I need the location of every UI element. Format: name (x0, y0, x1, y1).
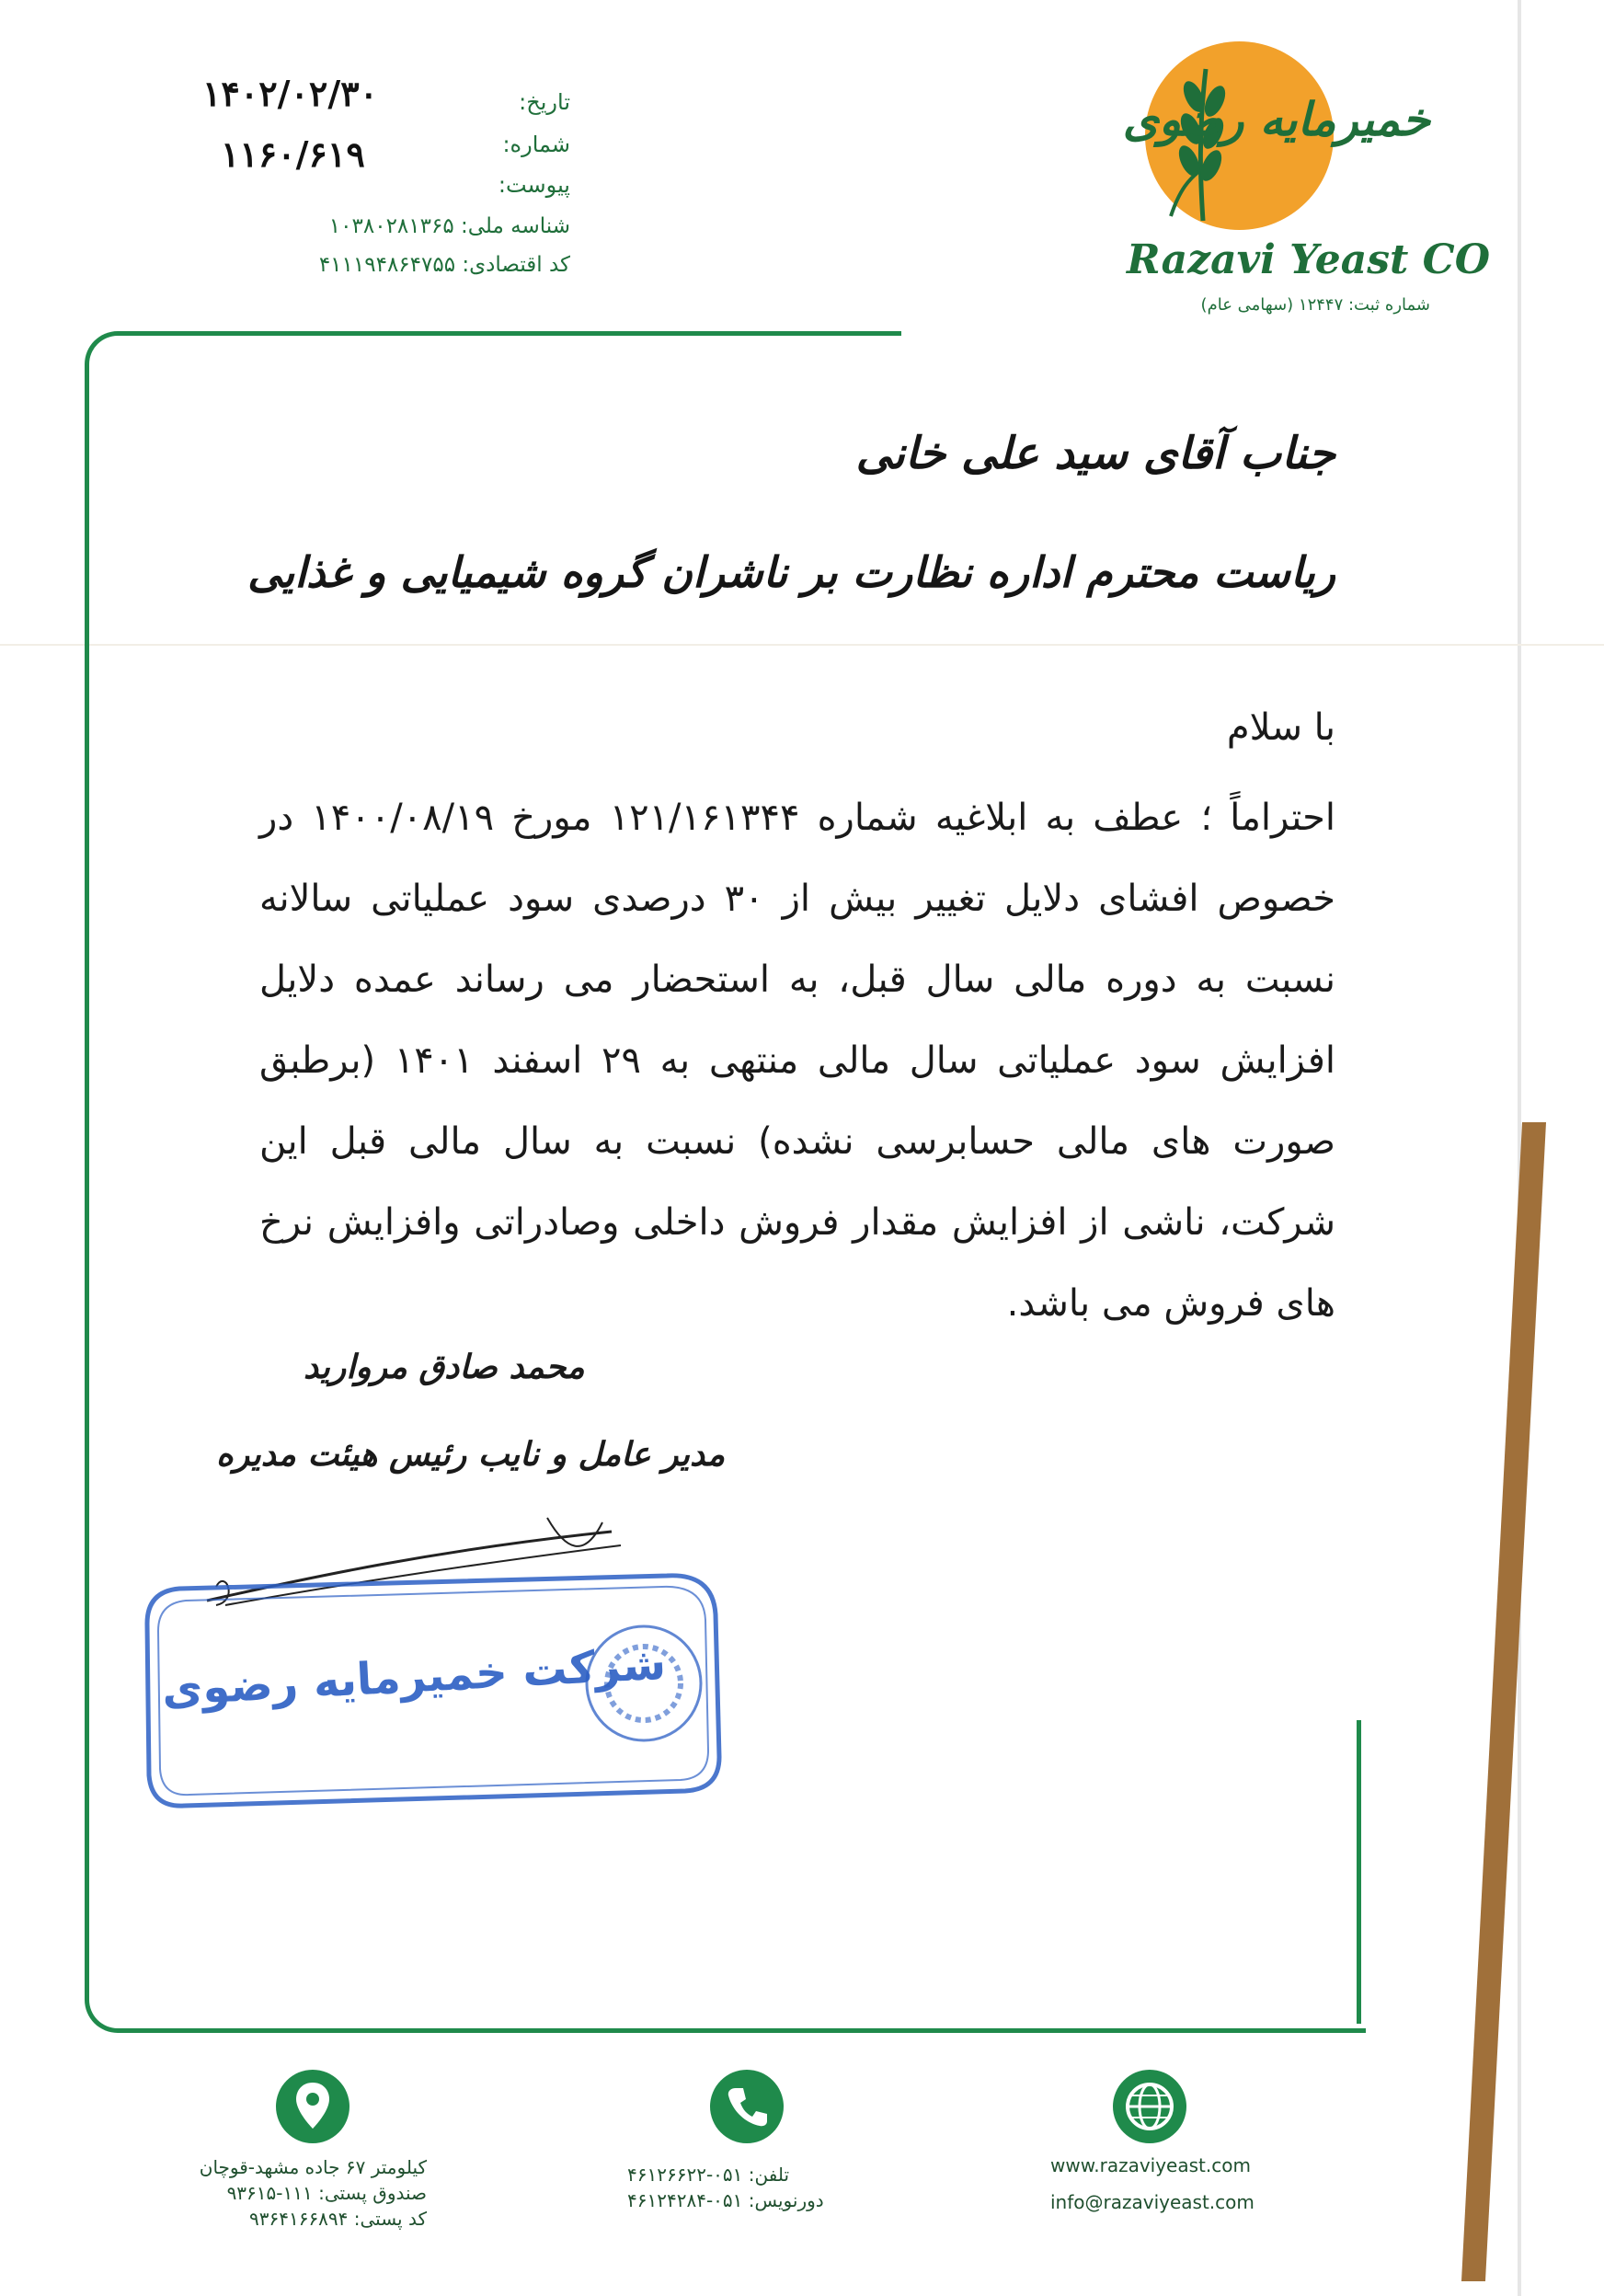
greeting: با سلام (1226, 706, 1335, 749)
decorative-brown-bar (1461, 1122, 1546, 2281)
logo-brand-fa: خمیرمایه رضوی (1122, 92, 1430, 146)
attachment-label: پیوست: (498, 172, 570, 198)
number-label: شماره: (502, 132, 570, 157)
letter-body: احتراماً ؛ عطف به ابلاغیه شماره ۱۲۱/۱۶۱۳۴۴ مورخ ۱۴۰۰/۰۸/۱۹ در خصوص افشای دلایل تغییر بیش از ۳۰ درصدی سود عملیاتی سالانه نسبت به دوره مالی سال قبل، به استحضار می رساند عمده دلایل افزایش سود عملیاتی سال مالی منتهی به ۲۹ اسفند ۱۴۰۱ (برطبق صورت های مالی حسابرسی نشده) نسبت به سال مالی قبل این شرکت، ناشی از افزایش مقدار فروش داخلی وصادراتی وافزایش نرخ های فروش می باشد. (259, 797, 1335, 1325)
date-label: تاریخ: (519, 89, 570, 115)
address-postal-code: کد پستی: ۹۳۶۴۱۶۶۸۹۴ (248, 2208, 427, 2230)
addressee-title: ریاست محترم اداره نظارت بر ناشران گروه شیمیایی و غذایی (247, 547, 1335, 597)
company-logo (1122, 41, 1491, 331)
letter-meta (193, 69, 570, 294)
address-line-1: کیلومتر ۶۷ جاده مشهد-قوچان (199, 2156, 427, 2178)
signatory-title: مدیر عامل و نایب رئیس هیئت مدیره (216, 1435, 726, 1474)
signatory-name: محمد صادق مروارید (304, 1348, 585, 1386)
phone-number: تلفن: ۰۵۱-۴۶۱۲۶۶۲۲ (627, 2164, 790, 2186)
email-link[interactable]: info@razaviyeast.com (1050, 2191, 1255, 2213)
company-stamp (129, 1559, 736, 1817)
national-id: شناسه ملی: ۱۰۳۸۰۲۸۱۳۶۵ (328, 214, 570, 238)
globe-icon (1113, 2070, 1186, 2143)
stamp-text: شرکت خمیرمایه رضوی (160, 1637, 668, 1716)
address-po-box: صندوق پستی: ۱۱۱-۹۳۶۱۵ (226, 2182, 427, 2204)
phone-icon (710, 2070, 784, 2143)
fax-number: دورنویس: ۰۵۱-۴۶۱۲۴۲۸۴ (627, 2189, 824, 2211)
logo-brand-en: Razavi Yeast CO (1127, 236, 1491, 283)
frame-top-gap (901, 328, 1380, 339)
date-value: ۱۴۰۲/۰۲/۳۰ (202, 73, 379, 114)
addressee-name: جناب آقای سید علی خانی (855, 428, 1335, 479)
economic-code: کد اقتصادی: ۴۱۱۱۹۴۸۶۴۷۵۵ (318, 253, 570, 277)
location-pin-icon (276, 2070, 349, 2143)
frame-right-segment (1357, 1720, 1361, 2024)
number-value: ۱۱۶۰/۶۱۹ (221, 133, 365, 175)
registration-number: شماره ثبت: ۱۲۴۴۷ (سهامی عام) (1200, 295, 1430, 315)
website-link[interactable]: www.razaviyeast.com (1050, 2154, 1251, 2176)
